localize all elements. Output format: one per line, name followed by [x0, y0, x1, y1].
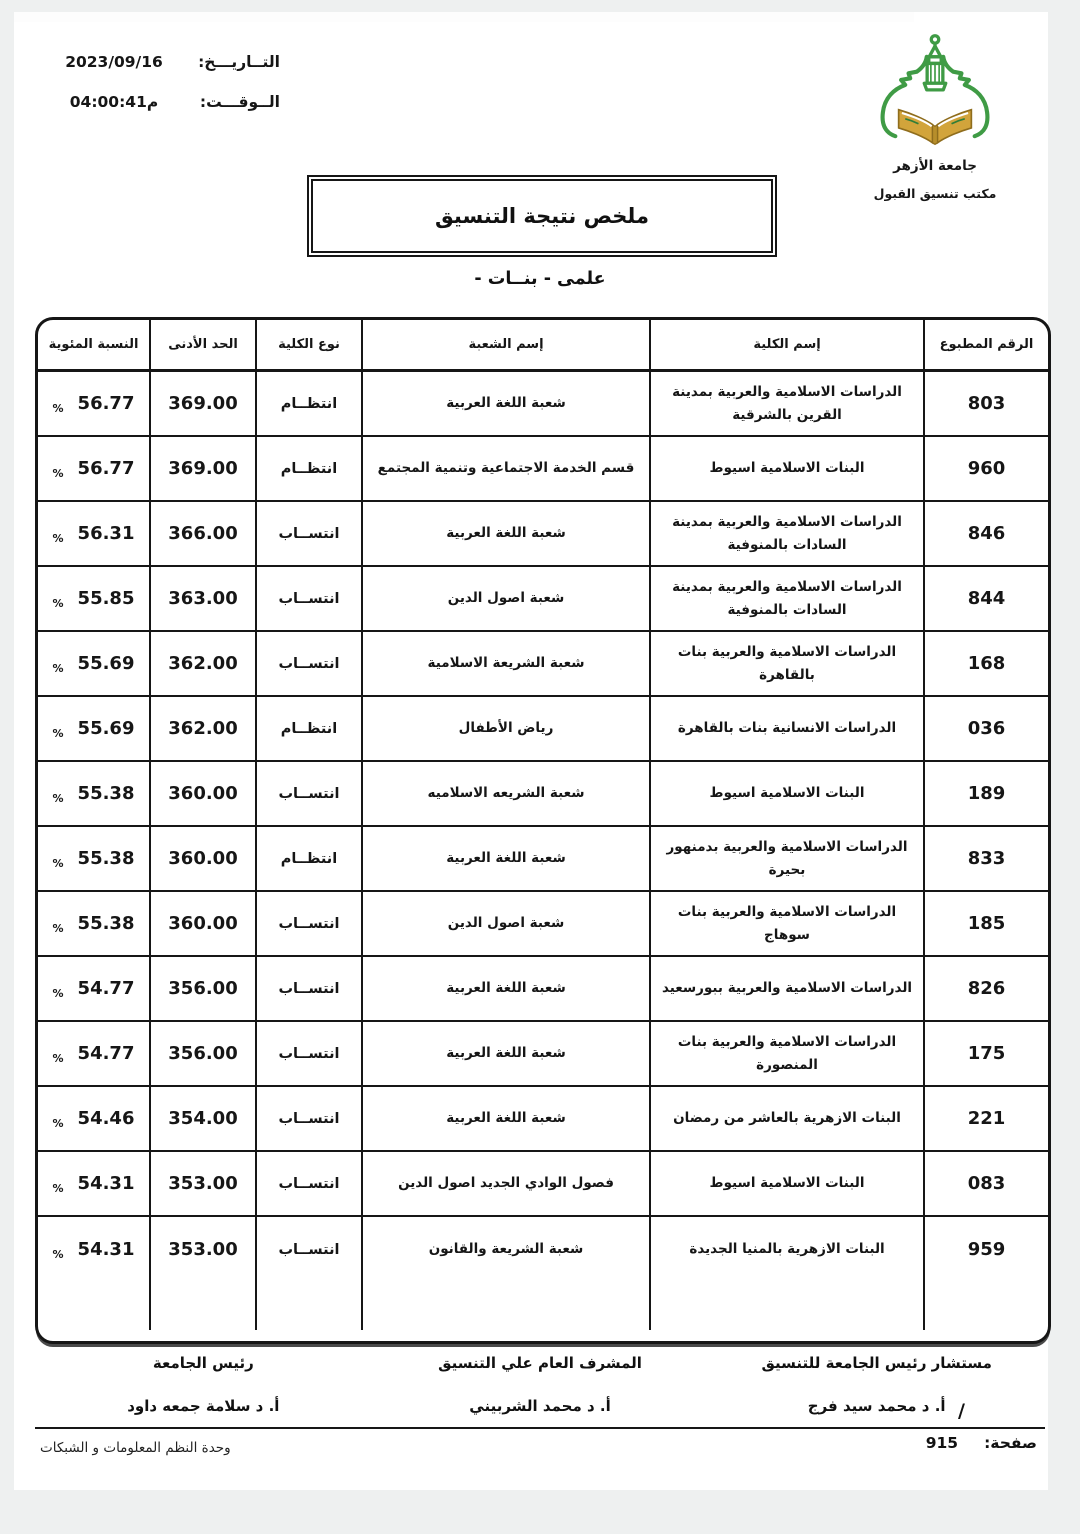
- signature-name: أ. د محمد الشربيني: [469, 1397, 611, 1415]
- percent-value: 54.77: [77, 978, 135, 999]
- percent-sign: %: [52, 792, 64, 805]
- cell-type: انتظــام: [257, 827, 363, 892]
- signature-title: المشرف العام علي التنسيق: [438, 1354, 642, 1372]
- cell-college: البنات الاسلامية اسيوط: [651, 437, 925, 502]
- cell-type: انتســاب: [257, 762, 363, 827]
- cell-branch: شعبة الشريعة الاسلامية: [363, 632, 651, 697]
- time-value: [40, 93, 188, 111]
- cell-college: البنات الازهرية بالعاشر من رمضان: [651, 1087, 925, 1152]
- cell-minimum: 354.00: [151, 1087, 257, 1152]
- cell-branch: فصول الوادي الجديد اصول الدين: [363, 1152, 651, 1217]
- percent-value: 56.77: [77, 458, 135, 479]
- cell-branch: شعبة اللغة العربية: [363, 827, 651, 892]
- time-label: الــوقـــت:: [199, 93, 280, 111]
- cell-minimum: 363.00: [151, 567, 257, 632]
- percent-sign: %: [52, 922, 64, 935]
- header-college: إسم الكلية: [651, 320, 925, 372]
- office-name: مكتب تنسيق القبول: [873, 186, 997, 201]
- cell-printed_number: 833: [925, 827, 1048, 892]
- filler-cell: [151, 1282, 257, 1330]
- header-type: نوع الكلية: [257, 320, 363, 372]
- time-digits: 04:00:41: [69, 93, 147, 111]
- results-grid: [38, 320, 1048, 1330]
- footer-divider: [35, 1427, 1045, 1429]
- report-title-box: [307, 175, 777, 257]
- cell-minimum: 356.00: [151, 1022, 257, 1087]
- percent-sign: %: [52, 532, 64, 545]
- cell-percent: [38, 892, 151, 957]
- cell-college: الدراسات الاسلامية والعربية بمدينة السادات بالمنوفية: [651, 567, 925, 632]
- percent-sign: %: [52, 467, 64, 480]
- cell-college: الدراسات الاسلامية والعربية بمدينة السادات بالمنوفية: [651, 502, 925, 567]
- signature-name: أ. د سلامة جمعه داود: [127, 1397, 280, 1415]
- cell-minimum: 362.00: [151, 632, 257, 697]
- cell-percent: [38, 1217, 151, 1282]
- page-current: 9: [925, 1434, 937, 1452]
- percent-value: 55.85: [77, 588, 135, 609]
- cell-percent: [38, 957, 151, 1022]
- cell-printed_number: 959: [967, 1239, 1006, 1260]
- percent-value: 55.38: [77, 783, 135, 804]
- cell-college: البنات الازهرية بالمنيا الجديدة: [651, 1217, 925, 1282]
- cell-college: البنات الاسلامية اسيوط: [651, 1152, 925, 1217]
- cell-type: انتســاب: [257, 567, 363, 632]
- percent-sign: %: [52, 662, 64, 675]
- report-subtitle: - علمى - بنــات: [474, 269, 606, 289]
- cell-printed_number: 189: [925, 762, 1048, 827]
- signature-title: رئيس الجامعة: [152, 1354, 254, 1372]
- cell-printed_number: 185: [925, 892, 1048, 957]
- cell-percent: [38, 697, 151, 762]
- cell-minimum: 353.00: [151, 1152, 257, 1217]
- percent-sign: %: [52, 1182, 64, 1195]
- cell-type: انتظــام: [257, 697, 363, 762]
- cell-branch: شعبة الشريعه الاسلاميه: [363, 762, 651, 827]
- percent-sign: %: [52, 402, 64, 415]
- signature-title: مستشار رئيس الجامعة للتنسيق: [761, 1354, 992, 1372]
- cell-branch: شعبة اصول الدين: [363, 567, 651, 632]
- cell-percent: [38, 567, 151, 632]
- date-label: التــاريـــخ:: [198, 53, 280, 71]
- cell-branch: قسم الخدمة الاجتماعية وتنمية المجتمع: [363, 437, 651, 502]
- cell-branch: شعبة اللغة العربية: [363, 957, 651, 1022]
- cell-branch: شعبة اللغة العربية: [363, 372, 651, 437]
- cell-college: الدراسات الانسانية بنات بالقاهرة: [651, 697, 925, 762]
- signature-president: [35, 1354, 372, 1415]
- cell-college: البنات الاسلامية اسيوط: [651, 762, 925, 827]
- cell-type: انتســاب: [257, 892, 363, 957]
- cell-minimum: 353.00: [151, 1217, 257, 1282]
- cell-college: الدراسات الاسلامية والعربية بنات المنصورة: [651, 1022, 925, 1087]
- percent-value: 54.77: [77, 1043, 135, 1064]
- date-value: 2023/09/16: [65, 53, 163, 71]
- cell-printed_number: 168: [925, 632, 1048, 697]
- cell-type: انتظــام: [257, 437, 363, 502]
- scan-edge: [14, 12, 914, 22]
- cell-percent: [38, 1022, 151, 1087]
- percent-sign: %: [52, 987, 64, 1000]
- percent-value: 54.31: [77, 1173, 135, 1194]
- cell-college: الدراسات الاسلامية والعربية بنات بالقاهرة: [651, 632, 925, 697]
- cell-college: الدراسات الاسلامية والعربية ببورسعيد: [651, 957, 925, 1022]
- percent-sign: %: [52, 727, 64, 740]
- cell-type: انتســاب: [257, 957, 363, 1022]
- time-row: [40, 82, 280, 122]
- cell-branch: شعبة اللغة العربية: [363, 502, 651, 567]
- page-slash: /: [958, 1400, 965, 1422]
- cell-type: انتســاب: [257, 1217, 363, 1282]
- cell-percent: [38, 632, 151, 697]
- header-minimum: الحد الأدنى: [151, 320, 257, 372]
- percent-value: 55.69: [77, 653, 135, 674]
- percent-sign: %: [52, 1248, 64, 1261]
- cell-minimum: 362.00: [151, 697, 257, 762]
- cell-branch: شعبة اصول الدين: [363, 892, 651, 957]
- signature-supervisor: [372, 1354, 709, 1415]
- percent-sign: %: [52, 597, 64, 610]
- results-table: [35, 317, 1051, 1344]
- cell-percent: [38, 437, 151, 502]
- filler-cell: [651, 1282, 925, 1330]
- header-branch: إسم الشعبة: [363, 320, 651, 372]
- signature-advisor: [708, 1354, 1045, 1415]
- header-percent: النسبة المئوية: [38, 320, 151, 372]
- cell-printed_number: 036: [925, 697, 1048, 762]
- cell-minimum: 360.00: [151, 762, 257, 827]
- cell-type: انتســاب: [257, 1087, 363, 1152]
- percent-value: 55.38: [77, 913, 135, 934]
- percent-value: 54.46: [77, 1108, 135, 1129]
- cell-minimum: 366.00: [151, 502, 257, 567]
- cell-type: انتســاب: [257, 632, 363, 697]
- cell-percent: [38, 827, 151, 892]
- percent-sign: %: [52, 1117, 64, 1130]
- systems-unit-label: وحدة النظم المعلومات و الشبكات: [40, 1440, 231, 1456]
- date-row: [40, 42, 280, 82]
- report-title: ملخص نتيجة التنسيق: [435, 204, 649, 228]
- percent-value: 56.31: [77, 523, 135, 544]
- cell-printed_number: 846: [925, 502, 1048, 567]
- cell-branch: شعبة اللغة العربية: [363, 1087, 651, 1152]
- signature-name: أ. د محمد سيد فرج: [807, 1397, 946, 1415]
- cell-type: انتظــام: [257, 372, 363, 437]
- percent-sign: %: [52, 857, 64, 870]
- percent-value: 54.31: [77, 1239, 135, 1260]
- cell-printed_number: 083: [925, 1152, 1048, 1217]
- filler-cell: [38, 1282, 151, 1330]
- cell-printed_number: 960: [925, 437, 1048, 502]
- signatures-row: [35, 1354, 1045, 1415]
- cell-type: انتســاب: [257, 502, 363, 567]
- cell-minimum: 360.00: [151, 892, 257, 957]
- cell-college: الدراسات الاسلامية والعربية بنات سوهاج: [651, 892, 925, 957]
- cell-branch: رياض الأطفال: [363, 697, 651, 762]
- cell-percent: [38, 372, 151, 437]
- percent-value: 55.38: [77, 848, 135, 869]
- datetime-block: [40, 42, 280, 122]
- header-printed_number: الرقم المطبوع: [925, 320, 1048, 372]
- cell-type: انتســاب: [257, 1152, 363, 1217]
- cell-printed_number: 844: [925, 567, 1048, 632]
- university-brand: [850, 32, 1020, 201]
- cell-minimum: 369.00: [151, 437, 257, 502]
- cell-percent: [38, 502, 151, 567]
- percent-sign: %: [52, 1052, 64, 1065]
- cell-percent: [38, 1087, 151, 1152]
- university-name: جامعة الأزهر: [893, 158, 977, 174]
- percent-value: 56.77: [77, 393, 135, 414]
- cell-printed_number: 803: [925, 372, 1048, 437]
- cell-college: الدراسات الاسلامية والعربية بدمنهور بحيرة: [651, 827, 925, 892]
- cell-minimum: 369.00: [151, 372, 257, 437]
- filler-cell: [257, 1282, 363, 1330]
- cell-minimum: 356.00: [151, 957, 257, 1022]
- cell-printed_number: 221: [925, 1087, 1048, 1152]
- filler-cell: [925, 1282, 1048, 1330]
- page-label: صفحة:: [984, 1434, 1037, 1452]
- cell-college: الدراسات الاسلامية والعربية بمدينة القرين بالشرقية: [651, 372, 925, 437]
- document-page: [14, 12, 1048, 1490]
- cell-printed_number: 826: [925, 957, 1048, 1022]
- page-total: 15: [936, 1434, 959, 1452]
- time-meridiem: م: [146, 93, 159, 111]
- cell-branch: شعبة الشريعة والقانون: [363, 1217, 651, 1282]
- al-azhar-logo-icon: [877, 32, 993, 156]
- cell-branch: شعبة اللغة العربية: [363, 1022, 651, 1087]
- filler-cell: [363, 1282, 651, 1330]
- cell-minimum: 360.00: [151, 827, 257, 892]
- cell-type: انتســاب: [257, 1022, 363, 1087]
- cell-percent: [38, 762, 151, 827]
- percent-value: 55.69: [77, 718, 135, 739]
- cell-printed_number: 175: [925, 1022, 1048, 1087]
- cell-percent: [38, 1152, 151, 1217]
